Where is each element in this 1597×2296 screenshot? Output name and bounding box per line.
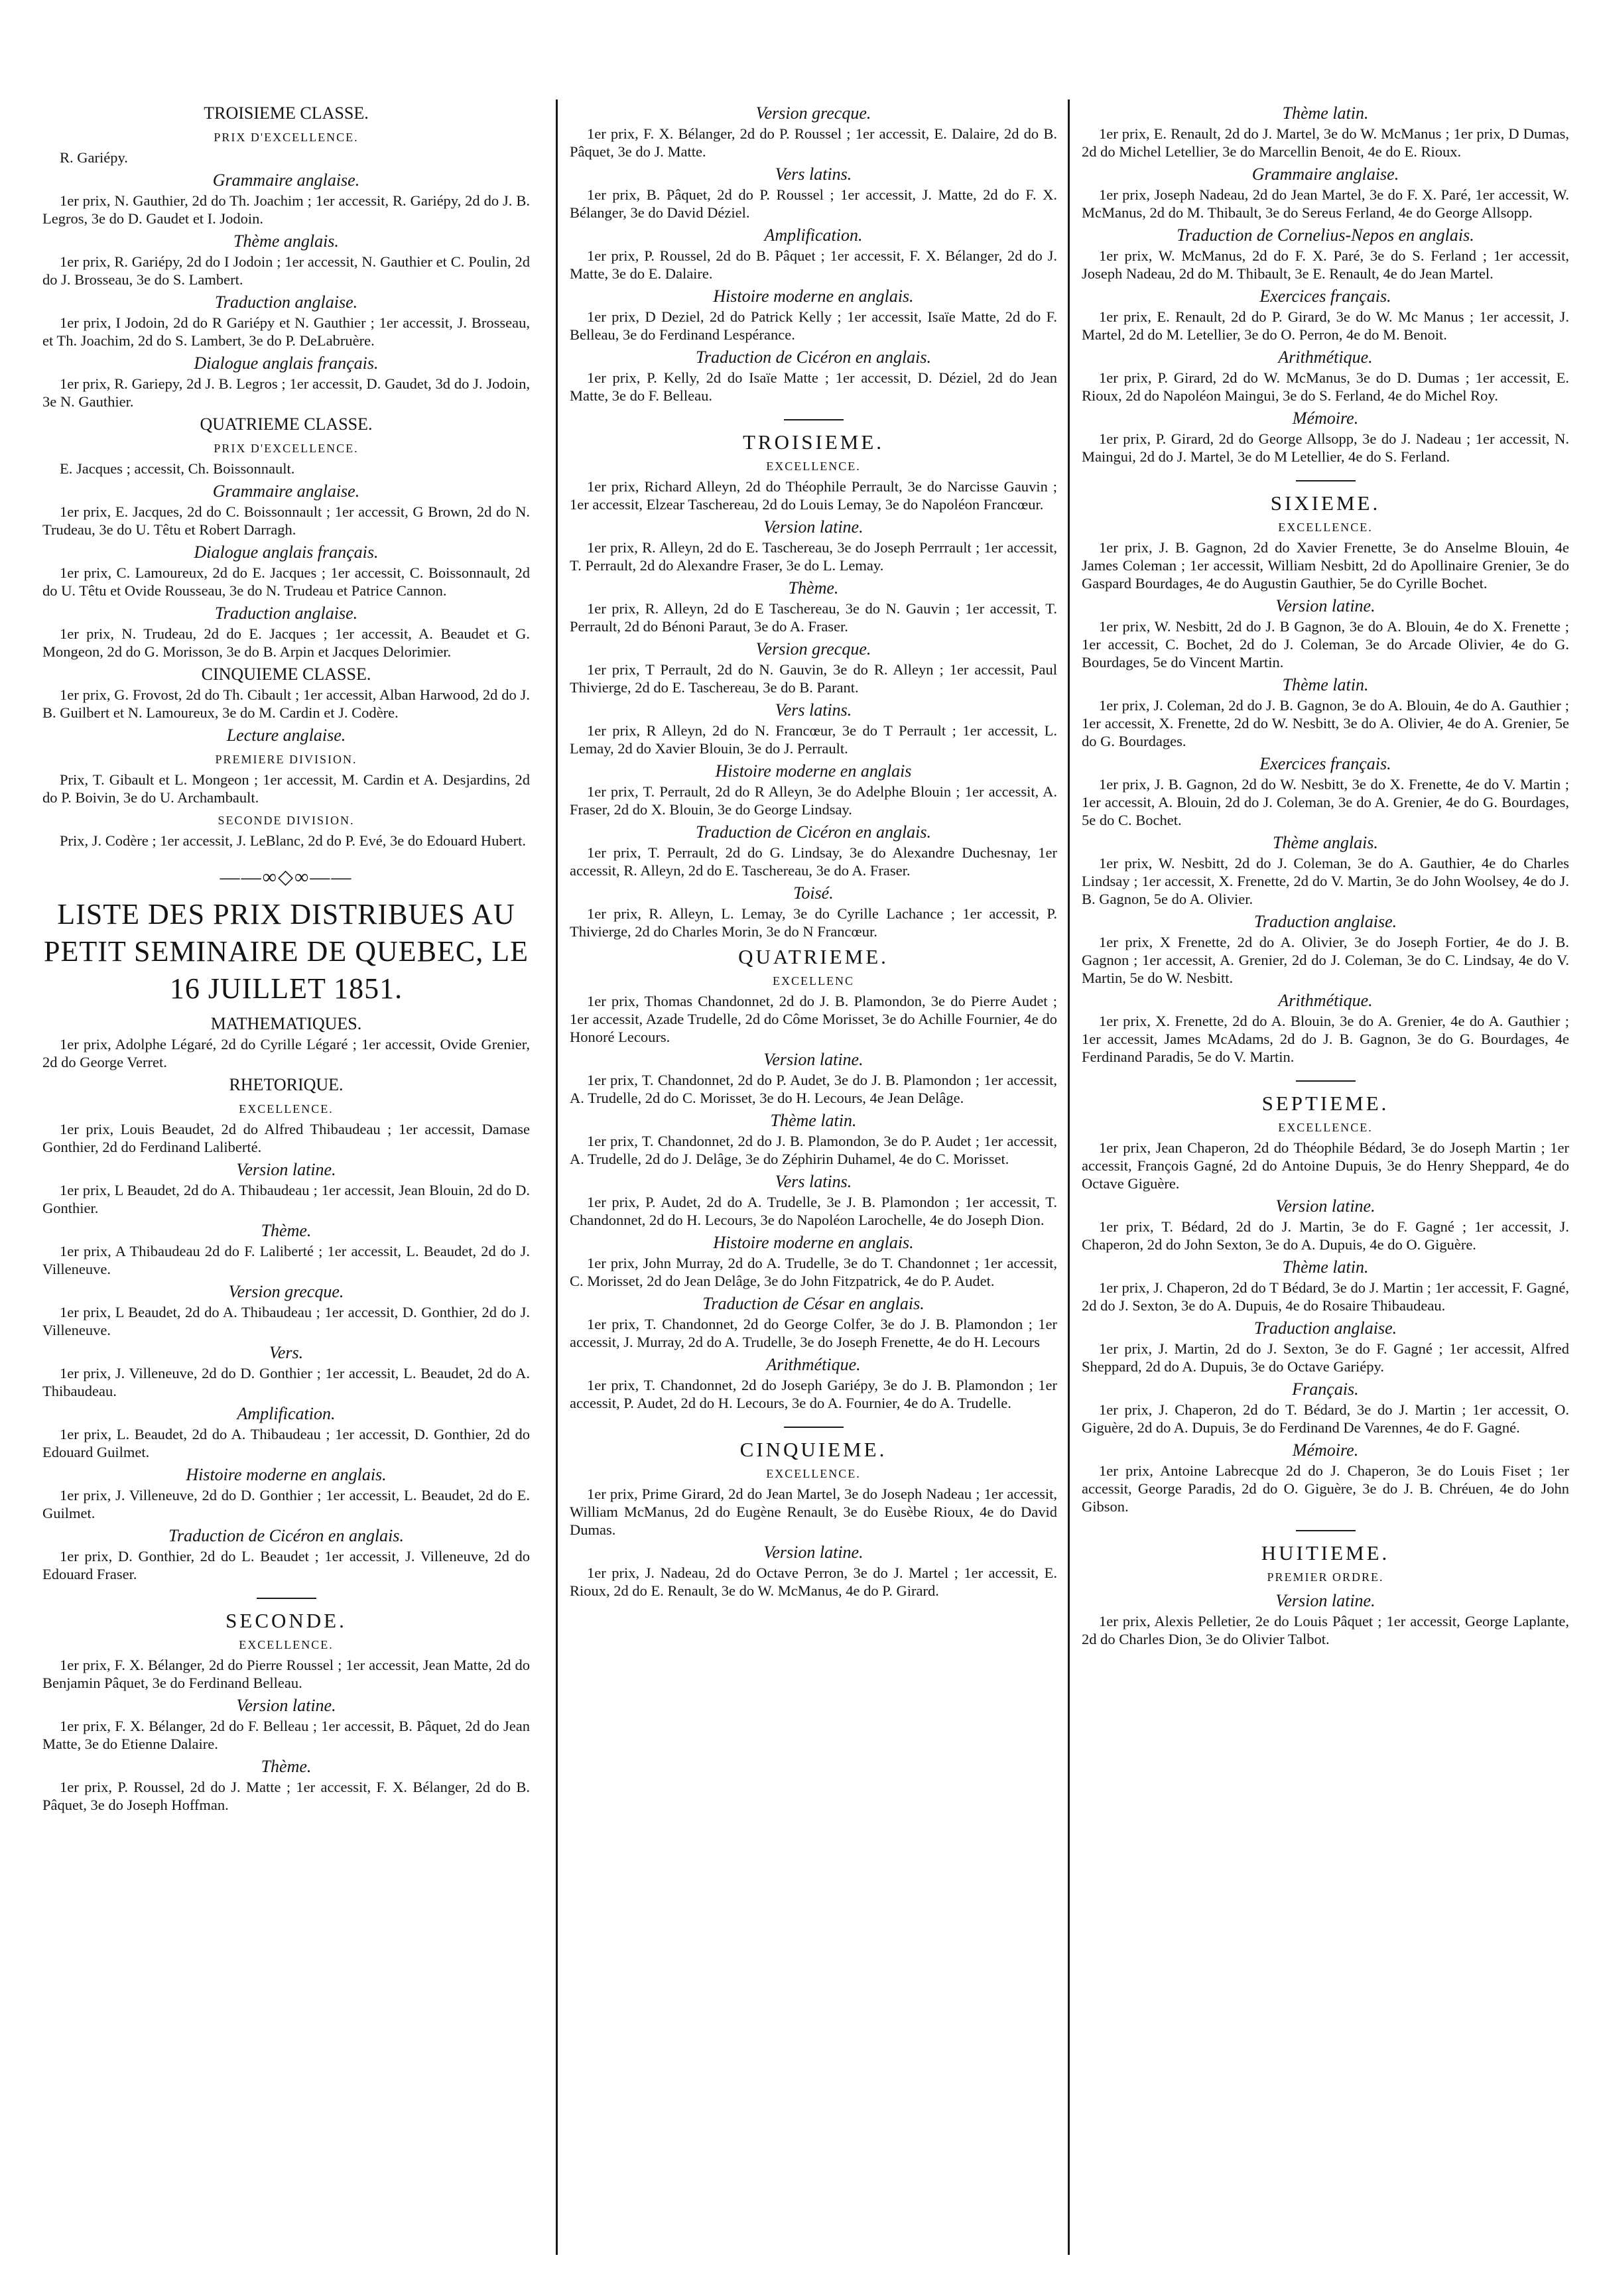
subject-heading: Version grecque. (755, 639, 871, 659)
prize-paragraph: 1er prix, J. Nadeau, 2d do Octave Perron, 3e do J. Martel ; 1er accessit, E. Rioux, 2d do E. Renault, 3e do W. McManus, 4e do P. Girard. (570, 1564, 1057, 1599)
class-heading: PRIX D'EXCELLENCE. (214, 442, 359, 455)
class-heading: EXCELLENCE. (239, 1102, 334, 1116)
prize-paragraph: 1er prix, T. Perrault, 2d do G. Lindsay, 3e do Alexandre Duchesnay, 1er accessit, R. Alleyn, 2d do E. Taschereau, 3e do A. Fraser. (570, 844, 1057, 879)
prize-paragraph: 1er prix, B. Pâquet, 2d do P. Roussel ; 1er accessit, J. Matte, 2d do F. X. Bélanger, 3e do David Déziel. (570, 186, 1057, 221)
subject-heading: Histoire moderne en anglais. (186, 1465, 387, 1484)
prize-paragraph: 1er prix, T. Perrault, 2d do R Alleyn, 3e do Adelphe Blouin ; 1er accessit, A. Fraser, 2d do X. Blouin, 3e do George Lindsay. (570, 783, 1057, 818)
subject-heading: Dialogue anglais français. (194, 353, 379, 373)
subject-heading: Thème latin. (1282, 1257, 1369, 1277)
subject-heading: Vers latins. (775, 164, 852, 184)
prize-paragraph: 1er prix, Joseph Nadeau, 2d do Jean Martel, 3e do F. X. Paré, 1er accessit, W. McManus, 2d do M. Thibault, 3e do Sereus Ferland, 4e do George Allsopp. (1082, 186, 1569, 221)
prize-paragraph: 1er prix, Richard Alleyn, 2d do Théophile Perrault, 3e do Narcisse Gauvin ; 1er accessit, Elzear Taschereau, 2d do Louis Lemay, 3e do Napoléon Francœur. (570, 478, 1057, 513)
class-heading: SECONDE DIVISION. (218, 814, 355, 827)
prize-paragraph: 1er prix, J. Chaperon, 2d do T. Bédard, 3e do J. Martin ; 1er accessit, O. Giguère, 2d do A. Dupuis, 3e do Ferdinand De Varennes, 4e do F. Gagné. (1082, 1401, 1569, 1436)
subject-heading: Exercices français. (1259, 754, 1391, 773)
prize-paragraph: 1er prix, E. Renault, 2d do P. Girard, 3e do W. Mc Manus ; 1er accessit, J. Martel, 2d do M. Letellier, 3e do O. Perron, 4e do M. Benoit. (1082, 308, 1569, 343)
prize-paragraph: 1er prix, J. Chaperon, 2d do T Bédard, 3e do J. Martin ; 1er accessit, F. Gagné, 2d do J. Sexton, 3e do A. Dupuis, 4e do Rosaire Thibaudeau. (1082, 1279, 1569, 1314)
class-heading: EXCELLENCE. (1278, 1121, 1373, 1134)
prize-paragraph: 1er prix, Louis Beaudet, 2d do Alfred Thibaudeau ; 1er accessit, Damase Gonthier, 2d do Ferdinand Laliberté. (42, 1121, 530, 1155)
subject-heading: Thème. (261, 1221, 312, 1240)
section-divider (784, 419, 844, 420)
prize-paragraph: 1er prix, T. Chandonnet, 2d do J. B. Plamondon, 3e do P. Audet ; 1er accessit, A. Trudelle, 2d do J. Delâge, 3e do Zéphirin Duhamel, 4e do C. Morisset. (570, 1133, 1057, 1167)
prize-paragraph: 1er prix, L Beaudet, 2d do A. Thibaudeau ; 1er accessit, D. Gonthier, 2d do J. Villeneuve. (42, 1304, 530, 1338)
column-1-content (42, 99, 530, 2255)
subject-heading: Version latine. (1275, 596, 1375, 615)
subject-heading: Mémoire. (1292, 409, 1359, 428)
column-3 (1068, 99, 1569, 2255)
subject-heading: Exercices français. (1259, 287, 1391, 306)
subject-heading: Version latine. (236, 1696, 336, 1715)
prize-paragraph: 1er prix, X. Frenette, 2d do A. Blouin, 3e do A. Grenier, 4e do A. Gauthier ; 1er accessit, James McAdams, 2d do J. B. Gagnon, 3e do G. Bourdages, 4e Ferdinand Paradis, 5e do V. Martin. (1082, 1013, 1569, 1065)
prize-paragraph: 1er prix, R Alleyn, 2d do N. Francœur, 3e do T Perrault ; 1er accessit, L. Lemay, 2d do Xavier Blouin, 3e do J. Perrault. (570, 722, 1057, 757)
prize-paragraph: 1er prix, N. Trudeau, 2d do E. Jacques ; 1er accessit, A. Beaudet et G. Mongeon, 2d do G. Morisson, 3e do B. Arpin et Jacques Delorimier. (42, 625, 530, 660)
subject-heading: Lecture anglaise. (226, 726, 346, 745)
class-heading: EXCELLENC (773, 974, 854, 988)
section-divider (784, 1427, 844, 1428)
subject-heading: Traduction de Cicéron en anglais. (168, 1526, 405, 1545)
subject-heading: Traduction anglaise. (214, 292, 358, 312)
prize-paragraph: 1er prix, F. X. Bélanger, 2d do Pierre Roussel ; 1er accessit, Jean Matte, 2d do Benjamin Pâquet, 3e do Ferdinand Belleau. (42, 1657, 530, 1691)
subject-heading: Vers. (269, 1343, 304, 1362)
prize-paragraph: 1er prix, R. Alleyn, 2d do E. Taschereau, 3e do Joseph Perrrault ; 1er accessit, T. Perrault, 2d do Alexandre Fraser, 3e do L. Lemay. (570, 539, 1057, 574)
prize-paragraph: 1er prix, R. Gariépy, 2d do I Jodoin ; 1er accessit, N. Gauthier et C. Poulin, 2d do J. Brosseau, 3e do S. Lambert. (42, 253, 530, 288)
subject-heading: Arithmétique. (1278, 348, 1373, 367)
prize-paragraph: 1er prix, T. Bédard, 2d do J. Martin, 3e do F. Gagné ; 1er accessit, J. Chaperon, 2d do John Sexton, 3e do A. Dupuis, 4e do O. Giguère. (1082, 1218, 1569, 1253)
prize-paragraph: Prix, J. Codère ; 1er accessit, J. LeBlanc, 2d do P. Evé, 3e do Edouard Hubert. (60, 832, 526, 849)
prize-paragraph: 1er prix, I Jodoin, 2d do R Gariépy et N. Gauthier ; 1er accessit, J. Brosseau, et Th. Joachim, 2d do S. Lambert, 3e do P. DeLabruère. (42, 314, 530, 349)
subject-heading: Version grecque. (755, 103, 871, 123)
column-1 (42, 99, 530, 2255)
section-heading: HUITIEME. (1261, 1541, 1390, 1564)
section-heading: SECONDE. (225, 1609, 347, 1632)
subject-heading: Histoire moderne en anglais. (713, 1233, 914, 1252)
prize-paragraph: 1er prix, P. Roussel, 2d do J. Matte ; 1er accessit, F. X. Bélanger, 2d do B. Pâquet, 3e do Joseph Hoffman. (42, 1779, 530, 1813)
prize-paragraph: 1er prix, A Thibaudeau 2d do F. Laliberté ; 1er accessit, L. Beaudet, 2d do J. Villeneuve. (42, 1243, 530, 1277)
subject-heading: Version latine. (763, 1050, 863, 1069)
subject-heading: Grammaire anglaise. (212, 481, 360, 501)
subject-heading: Version latine. (763, 1543, 863, 1562)
prize-paragraph: Prix, T. Gibault et L. Mongeon ; 1er accessit, M. Cardin et A. Desjardins, 2d do P. Boivin, 3e do U. Archambault. (42, 771, 530, 806)
subject-heading: Arithmétique. (1278, 991, 1373, 1010)
subject-heading: Thème latin. (770, 1111, 857, 1130)
subject-heading: Grammaire anglaise. (212, 170, 360, 190)
prize-paragraph: 1er prix, J. Villeneuve, 2d do D. Gonthier ; 1er accessit, L. Beaudet, 2d do A. Thibaudeau. (42, 1365, 530, 1399)
prize-paragraph: 1er prix, Jean Chaperon, 2d do Théophile Bédard, 3e do Joseph Martin ; 1er accessit, François Gagné, 2d do Antoine Dupuis, 3e do Henry Sheppard, 4e do Octave Giguère. (1082, 1139, 1569, 1192)
column-3-content (1082, 99, 1569, 2255)
prize-paragraph: 1er prix, J. B. Gagnon, 2d do W. Nesbitt, 3e do X. Frenette, 4e do V. Martin ; 1er accessit, A. Blouin, 2d do J. Coleman, 3e do A. Grenier, 4e do G. Bourdages, 5e do C. Bochet. (1082, 776, 1569, 828)
subject-heading: Amplification. (237, 1404, 336, 1423)
prize-paragraph: 1er prix, X Frenette, 2d do A. Olivier, 3e do Joseph Fortier, 4e do J. B. Gagnon ; 1er accessit, A. Grenier, 2d do J. Coleman, 3e do C. Lindsay, 4e do V. Martin, 5e do W. Nesbitt. (1082, 934, 1569, 986)
prize-paragraph: 1er prix, R. Gariepy, 2d J. B. Legros ; 1er accessit, D. Gaudet, 3d do J. Jodoin, 3e N. Gauthier. (42, 375, 530, 410)
section-heading: SEPTIEME. (1261, 1092, 1389, 1115)
prize-paragraph: 1er prix, J. Martin, 2d do J. Sexton, 3e do F. Gagné ; 1er accessit, Alfred Sheppard, 2d do A. Dupuis, 3e do Octave Gariépy. (1082, 1340, 1569, 1375)
subject-heading: Amplification. (764, 225, 863, 245)
class-heading: PRIX D'EXCELLENCE. (214, 131, 359, 144)
prize-paragraph: 1er prix, D Deziel, 2d do Patrick Kelly ; 1er accessit, Isaïe Matte, 2d do F. Belleau, 3e do Ferdinand Lespérance. (570, 308, 1057, 343)
section-heading: TROISIEME. (742, 430, 885, 454)
section-divider (1296, 1080, 1356, 1082)
section-divider (1296, 480, 1356, 481)
subject-heading: Traduction anglaise. (1253, 912, 1397, 931)
class-heading: EXCELLENCE. (766, 460, 861, 473)
prize-paragraph: E. Jacques ; accessit, Ch. Boissonnault. (60, 460, 295, 477)
subject-heading: Histoire moderne en anglais. (713, 287, 914, 306)
subject-heading: Thème. (261, 1757, 312, 1776)
prize-paragraph: 1er prix, P. Kelly, 2d do Isaïe Matte ; 1er accessit, D. Déziel, 2d do Jean Matte, 3e do F. Belleau. (570, 369, 1057, 404)
prize-paragraph: 1er prix, G. Frovost, 2d do Th. Cibault ; 1er accessit, Alban Harwood, 2d do J. B. Guilbert et N. Lamoureux, 3e do M. Cardin et J. Codère. (42, 686, 530, 721)
prize-paragraph: 1er prix, E. Jacques, 2d do C. Boissonnault ; 1er accessit, G Brown, 2d do N. Trudeau, 3e do U. Têtu et Robert Darragh. (42, 503, 530, 538)
prize-paragraph: 1er prix, Thomas Chandonnet, 2d do J. B. Plamondon, 3e do Pierre Audet ; 1er accessit, Azade Trudelle, 2d do Côme Morisset, 3e do Achille Fournier, 4e do Honoré Lecours. (570, 993, 1057, 1045)
subject-heading: Traduction de Cicéron en anglais. (695, 822, 932, 842)
prize-paragraph: 1er prix, T. Chandonnet, 2d do P. Audet, 3e do J. B. Plamondon ; 1er accessit, A. Trudelle, 2d do C. Morisset, 3e do H. Lecours, 4e Jean Delâge. (570, 1072, 1057, 1106)
prize-paragraph: 1er prix, T. Chandonnet, 2d do Joseph Gariépy, 3e do J. B. Plamondon ; 1er accessit, P. Audet, 2d do H. Lecours, 3e do A. Fournier, 4e do A. Trudelle. (570, 1377, 1057, 1411)
prize-paragraph: 1er prix, P. Audet, 2d do A. Trudelle, 3e J. B. Plamondon ; 1er accessit, T. Chandonnet, 2d do H. Lecours, 3e do Napoléon Larochelle, 4e do Joseph Dion. (570, 1194, 1057, 1228)
class-heading: QUATRIEME CLASSE. (200, 415, 373, 434)
subject-heading: Arithmétique. (766, 1355, 861, 1374)
prize-paragraph: 1er prix, E. Renault, 2d do J. Martel, 3e do W. McManus ; 1er prix, D Dumas, 2d do Michel Letellier, 3e do Marcellin Benoit, 4e do E. Rioux. (1082, 125, 1569, 160)
subject-heading: Dialogue anglais français. (194, 542, 379, 562)
prize-paragraph: 1er prix, T. Chandonnet, 2d do George Colfer, 3e do J. B. Plamondon ; 1er accessit, J. Murray, 2d do A. Trudelle, 3e do Joseph Frenette, 4e do H. Lecours (570, 1316, 1057, 1350)
subject-heading: Grammaire anglaise. (1251, 164, 1399, 184)
prize-paragraph: 1er prix, D. Gonthier, 2d do L. Beaudet ; 1er accessit, J. Villeneuve, 2d do Edouard Fraser. (42, 1548, 530, 1582)
class-heading: EXCELLENCE. (1278, 521, 1373, 534)
prize-paragraph: 1er prix, R. Alleyn, 2d do E Taschereau, 3e do N. Gauvin ; 1er accessit, T. Perrault, 2d do Bénoni Paraut, 3e do A. Fraser. (570, 600, 1057, 635)
prize-paragraph: 1er prix, John Murray, 2d do A. Trudelle, 3e do T. Chandonnet ; 1er accessit, C. Morisset, 2d do Jean Delâge, 3e do John Fitzpatrick, 4e do P. Audet. (570, 1255, 1057, 1289)
class-heading: EXCELLENCE. (766, 1467, 861, 1480)
subject-heading: Traduction de Cornelius-Nepos en anglais. (1177, 225, 1474, 245)
prize-paragraph: 1er prix, P. Roussel, 2d do B. Pâquet ; 1er accessit, F. X. Bélanger, 2d do J. Matte, 3e do E. Dalaire. (570, 247, 1057, 282)
prize-paragraph: 1er prix, J. Villeneuve, 2d do D. Gonthier ; 1er accessit, L. Beaudet, 2d do E. Guilmet. (42, 1487, 530, 1521)
subject-heading: Version grecque. (228, 1282, 344, 1301)
subject-heading: Thème anglais. (233, 231, 339, 251)
subject-heading: Mémoire. (1292, 1440, 1359, 1460)
subject-heading: Histoire moderne en anglais (715, 761, 912, 781)
prize-paragraph: 1er prix, Antoine Labrecque 2d do J. Chaperon, 3e do Louis Fiset ; 1er accessit, George Paradis, 2d do O. Giguère, 3e do J. B. Chréuen, 4e do John Gibson. (1082, 1462, 1569, 1515)
prize-paragraph: 1er prix, P. Girard, 2d do W. McManus, 3e do D. Dumas ; 1er accessit, E. Rioux, 2d do Napoléon Maingui, 3e do S. Ferland, 4e do Michel Roy. (1082, 369, 1569, 404)
subject-heading: Traduction de Cicéron en anglais. (695, 348, 932, 367)
ornament-divider: ——∞◇∞—— (220, 866, 353, 888)
prize-paragraph: 1er prix, W. McManus, 2d do F. X. Paré, 3e do S. Ferland ; 1er accessit, Joseph Nadeau, 2d do M. Thibault, 3e E. Renault, 4e do Jean Martel. (1082, 247, 1569, 282)
prize-paragraph: 1er prix, Adolphe Légaré, 2d do Cyrille Légaré ; 1er accessit, Ovide Grenier, 2d do George Verret. (42, 1036, 530, 1070)
prize-paragraph: 1er prix, R. Alleyn, L. Lemay, 3e do Cyrille Lachance ; 1er accessit, P. Thivierge, 2d do Charles Morin, 3e do N Francœur. (570, 905, 1057, 940)
column-2 (556, 99, 1057, 2255)
prize-paragraph: 1er prix, N. Gauthier, 2d do Th. Joachim ; 1er accessit, R. Gariépy, 2d do J. B. Legros, 3e do D. Gaudet et I. Jodoin. (42, 192, 530, 227)
subject-heading: Thème latin. (1282, 675, 1369, 694)
subject-heading: Thème latin. (1282, 103, 1369, 123)
class-heading: TROISIEME CLASSE. (204, 103, 369, 123)
subject-heading: Toisé. (793, 883, 834, 903)
class-heading: MATHEMATIQUES. (210, 1014, 362, 1033)
section-heading: QUATRIEME. (738, 945, 889, 968)
class-heading: PREMIERE DIVISION. (215, 753, 357, 766)
subject-heading: Version latine. (236, 1160, 336, 1179)
subject-heading: Traduction anglaise. (1253, 1318, 1397, 1338)
class-heading: EXCELLENCE. (239, 1638, 334, 1651)
prize-paragraph: 1er prix, T Perrault, 2d do N. Gauvin, 3e do R. Alleyn ; 1er accessit, Paul Thivierge, 2d do E. Taschereau, 3e do B. Parant. (570, 661, 1057, 696)
subject-heading: Traduction de César en anglais. (702, 1294, 925, 1313)
prize-paragraph: 1er prix, W. Nesbitt, 2d do J. B Gagnon, 3e do A. Blouin, 4e do X. Frenette ; 1er accessit, C. Bochet, 2d do J. Coleman, 3e do Arcade Olivier, 4e do G. Bourdages, 5e do Vincent Martin. (1082, 618, 1569, 670)
subject-heading: Version latine. (763, 517, 863, 537)
class-heading: CINQUIEME CLASSE. (201, 665, 371, 684)
prize-paragraph: 1er prix, P. Girard, 2d do George Allsopp, 3e do J. Nadeau ; 1er accessit, N. Maingui, 2d do J. Martel, 3e do M Letellier, 4e do S. Ferland. (1082, 430, 1569, 465)
prize-paragraph: 1er prix, Alexis Pelletier, 2e do Louis Pâquet ; 1er accessit, George Laplante, 2d do Charles Dion, 3e do Olivier Talbot. (1082, 1613, 1569, 1647)
subject-heading: Thème. (788, 578, 839, 598)
class-heading: RHETORIQUE. (229, 1075, 344, 1094)
column-2-content (570, 99, 1057, 2255)
prize-paragraph: 1er prix, L. Beaudet, 2d do A. Thibaudeau ; 1er accessit, D. Gonthier, 2d do Edouard Guilmet. (42, 1426, 530, 1460)
class-heading: PREMIER ORDRE. (1267, 1570, 1384, 1584)
subject-heading: Thème anglais. (1273, 833, 1378, 852)
subject-heading: Français. (1292, 1379, 1359, 1399)
section-divider (257, 1598, 316, 1599)
subject-heading: Version latine. (1275, 1591, 1375, 1610)
prize-paragraph: 1er prix, F. X. Bélanger, 2d do F. Belleau ; 1er accessit, B. Pâquet, 2d do Jean Matte, 3e do Etienne Dalaire. (42, 1718, 530, 1752)
subject-heading: Vers latins. (775, 700, 852, 720)
prize-paragraph: 1er prix, W. Nesbitt, 2d do J. Coleman, 3e do A. Gauthier, 4e do Charles Lindsay ; 1er accessit, X. Frenette, 2d do V. Martin, 3e do John Woolsey, 4e do J. B. Gagnon, 5e do A. Olivier. (1082, 855, 1569, 907)
section-divider (1296, 1530, 1356, 1531)
prize-paragraph: 1er prix, Prime Girard, 2d do Jean Martel, 3e do Joseph Nadeau ; 1er accessit, William McManus, 2d do Eugène Renault, 3e do Eusèbe Rioux, 4e do David Dumas. (570, 1486, 1057, 1538)
prize-paragraph: 1er prix, J. Coleman, 2d do J. B. Gagnon, 3e do A. Blouin, 4e do A. Gauthier ; 1er accessit, X. Frenette, 2d do W. Nesbitt, 3e do A. Olivier, 4e do A. Grenier, 5e do G. Bourdages. (1082, 697, 1569, 749)
section-heading: SIXIEME. (1270, 491, 1381, 515)
prize-paragraph: 1er prix, F. X. Bélanger, 2d do P. Roussel ; 1er accessit, E. Dalaire, 2d do B. Pâquet, 3e do J. Matte. (570, 125, 1057, 160)
prize-paragraph: 1er prix, L Beaudet, 2d do A. Thibaudeau ; 1er accessit, Jean Blouin, 2d do D. Gonthier. (42, 1182, 530, 1216)
section-heading: CINQUIEME. (739, 1438, 887, 1461)
main-title: LISTE DES PRIX DISTRIBUES AU PETIT SEMINAIRE DE QUEBEC, LE 16 JUILLET 1851. (44, 898, 529, 1005)
subject-heading: Vers latins. (775, 1172, 852, 1191)
subject-heading: Traduction anglaise. (214, 604, 358, 623)
prize-paragraph: 1er prix, C. Lamoureux, 2d do E. Jacques ; 1er accessit, C. Boissonnault, 2d do U. Têtu et Ovide Rousseau, 3e do N. Trudeau et Patrice Cannon. (42, 564, 530, 599)
subject-heading: Version latine. (1275, 1196, 1375, 1216)
prize-paragraph: R. Gariépy. (60, 149, 128, 166)
prize-paragraph: 1er prix, J. B. Gagnon, 2d do Xavier Frenette, 3e do Anselme Blouin, 4e James Coleman ; 1er accessit, William Nesbitt, 2d do Apollinaire Grenier, 3e do Gaspard Bourdages, 4e do Augustin Gauthier, 5e do Cyrille Bochet. (1082, 539, 1569, 592)
